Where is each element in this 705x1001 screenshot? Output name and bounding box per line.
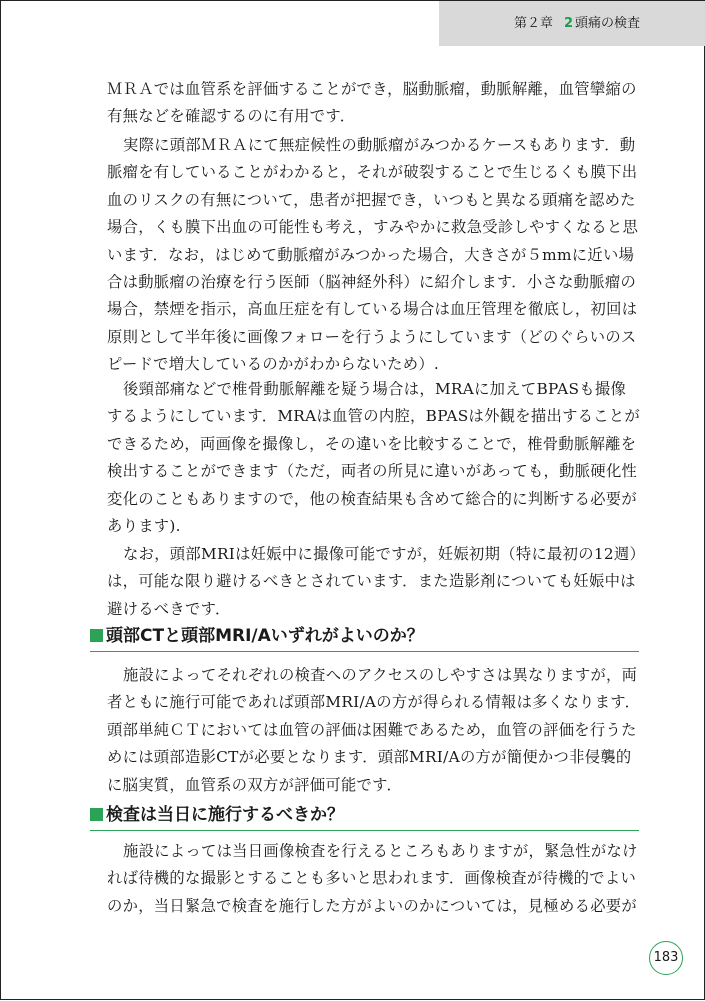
paragraph-line: れば待機的な撮影とすることも多いと思われます．画像検査が待機的でよい [107, 869, 637, 888]
paragraph-line: めには頭部造影CTが必要となります．頭部MRI/Aの方が簡便かつ非侵襲的 [107, 748, 632, 767]
paragraph-line: 実際に頭部ＭＲＡにて無症候性の動脈瘤がみつかるケースもあります．動 [123, 136, 636, 154]
paragraph-line: 施設によっては当日画像検査を行えるところもありますが，緊急性がなけ [123, 842, 638, 860]
paragraph-line: 頭部単純ＣＴにおいては血管の評価は困難であるため，血管の評価を行うた [107, 720, 637, 739]
paragraph-line: います．なお，はじめて動脈瘤がみつかった場合，大きさが５mmに近い場 [107, 245, 635, 264]
paragraph-line: のか，当日緊急で検査を施行した方がよいのかについては，見極める必要が [107, 896, 637, 915]
paragraph-line: なお，頭部MRIは妊娠中に撮像可能ですが，妊娠初期（特に最初の12週） [123, 545, 646, 563]
paragraph-line: は，可能な限り避けるべきとされています．また造影剤についても妊娠中は [107, 572, 636, 591]
page-number: 183 [649, 941, 683, 975]
paragraph-line: 場合，くも膜下出血の可能性も考え，すみやかに救急受診しやすくなると思 [107, 218, 639, 237]
section-heading-text: 検査は当日に施行するべきか？ [106, 805, 344, 825]
paragraph-line: 脈瘤を有していることがわかると，それが破裂することで生じるくも膜下出 [107, 163, 638, 182]
section-number: 2 [564, 16, 574, 31]
section-title: 頭痛の検査 [575, 16, 641, 31]
paragraph-line: 原則として半年後に画像フォローを行うようにしています（どのぐらいのス [107, 327, 637, 346]
paragraph-line: 後頸部痛などで椎骨動脈解離を疑う場合は，MRAに加えてBPASも撮像 [123, 380, 627, 398]
section-heading-text: 頭部CTと頭部MRI/Aいずれがよいのか？ [106, 626, 424, 646]
paragraph-line: 有無などを確認するのに有用です． [107, 107, 356, 126]
paragraph-line: 場合，禁煙を指示，高血圧症を有している場合は血圧管理を徹底し，初回は [107, 300, 638, 319]
section-heading [90, 623, 639, 652]
paragraph-line: 血のリスクの有無について，患者が把握でき，いつもと異なる頭痛を認めた [107, 190, 636, 209]
paragraph-line: できるため，両画像を撮像し，その違いを比較することで，椎骨動脈解離を [107, 434, 637, 453]
paragraph-line: ピードで増大しているのかがわからないため）. [107, 355, 440, 374]
paragraph-line: あります). [107, 517, 181, 535]
square-bullet-icon [90, 629, 103, 642]
square-bullet-icon [90, 808, 103, 821]
paragraph-line: ＭＲＡでは血管系を評価することができ，脳動脈瘤，動脈解離，血管攣縮の [107, 80, 637, 98]
paragraph-line: 検出することができます（ただ，両者の所見に違いがあっても，動脈硬化性 [107, 462, 638, 481]
page-body [1, 1, 705, 1001]
paragraph-line: 避けるべきです． [107, 599, 231, 618]
paragraph-line: に脳実質，血管系の双方が評価可能です． [107, 775, 403, 794]
section-heading [90, 802, 639, 831]
paragraph-line: 変化のこともありますので，他の検査結果も含めて総合的に判断する必要が [107, 489, 637, 508]
paragraph-line: 者ともに施行可能であれば頭部MRI/Aの方が得られる情報は多くなります． [107, 693, 641, 712]
paragraph-line: するようにしています．MRAは血管の内腔，BPASは外観を描出することが [107, 407, 641, 426]
paragraph-line: 施設によってそれぞれの検査へのアクセスのしやすさは異なりますが，両 [123, 666, 638, 684]
chapter-label: 第２章 [514, 16, 554, 31]
paragraph-line: 合は動脈瘤の治療を行う医師（脳神経外科）に紹介します．小さな動脈瘤の [107, 273, 637, 291]
